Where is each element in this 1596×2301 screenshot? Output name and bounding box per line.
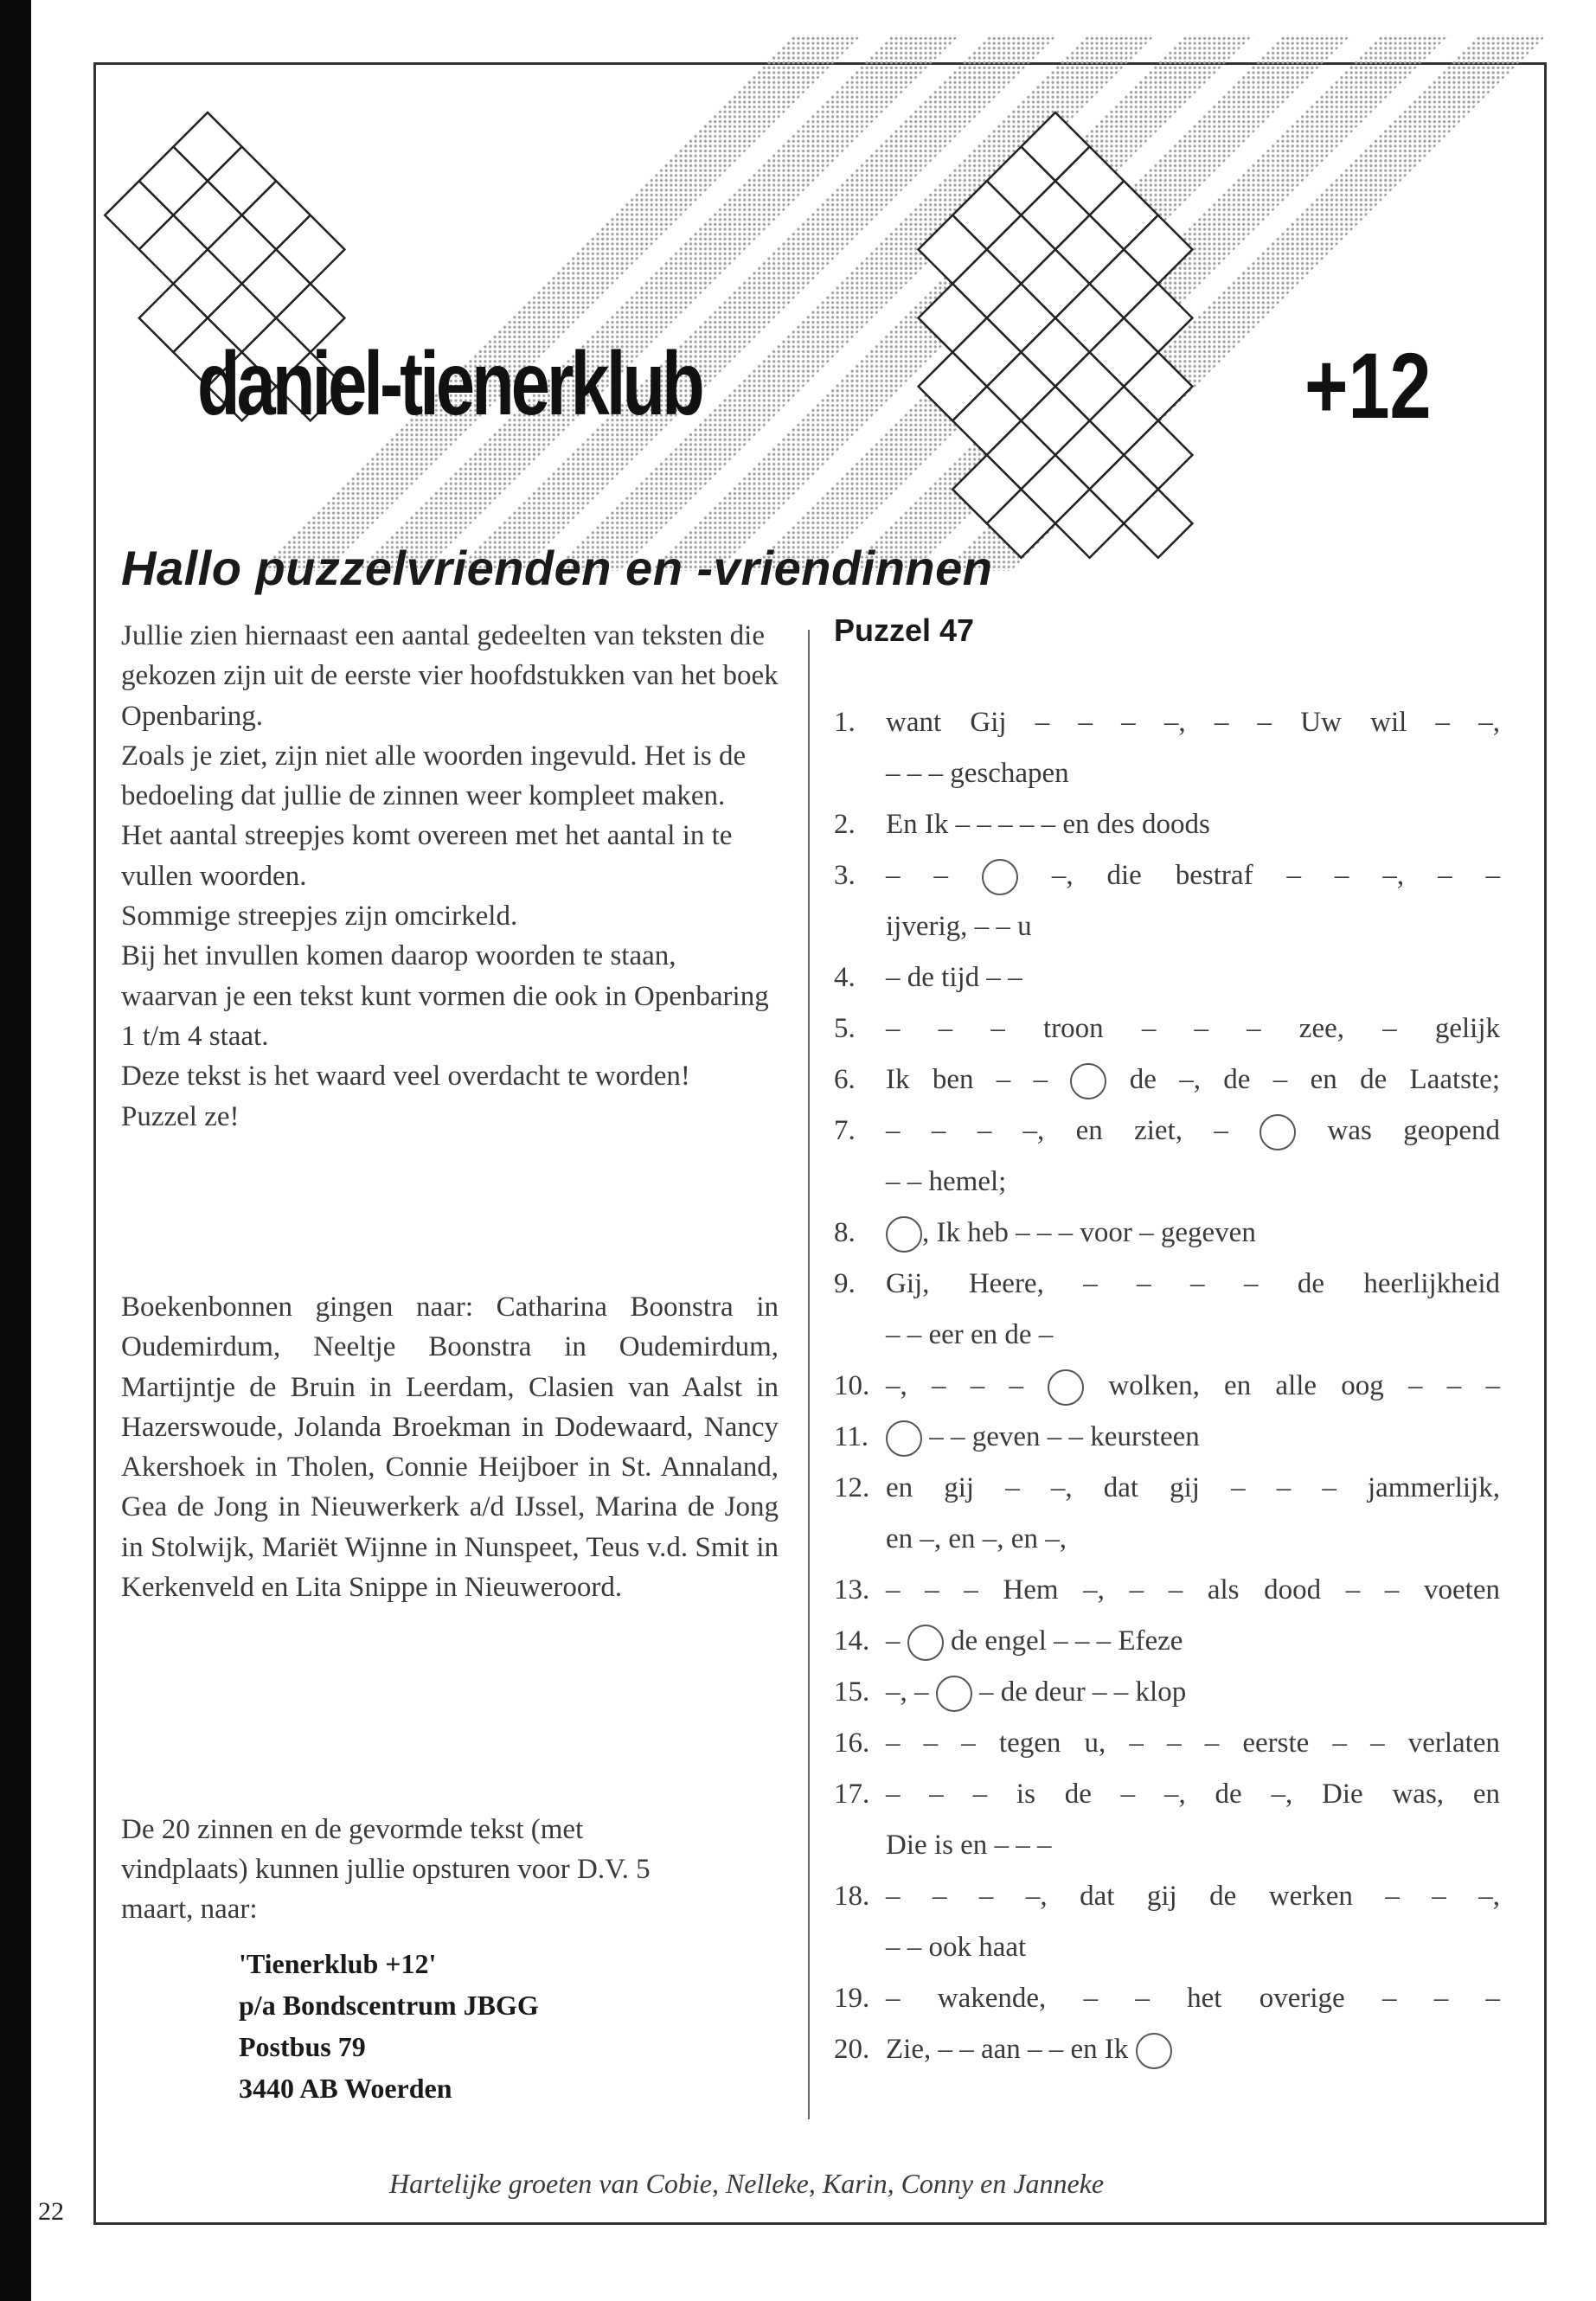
- clue-number: 11.: [834, 1421, 869, 1452]
- clue-number: 3.: [834, 860, 856, 891]
- clue-number: 4.: [834, 962, 856, 993]
- clue-number: 12.: [834, 1472, 870, 1503]
- circled-blank-icon: [1136, 2033, 1172, 2069]
- intro-paragraph: Bij het invullen komen daarop woorden te staan, waarvan je een tekst kunt vormen die ook in Openbaring 1 t/m 4 staat.: [121, 940, 769, 1052]
- puzzle-clue-10: [834, 1361, 1500, 1412]
- intro-paragraph: Sommige streepjes zijn omcirkeld.: [121, 901, 518, 933]
- puzzle-clue-20: [834, 2024, 1500, 2075]
- circled-blank-icon: [907, 1625, 944, 1661]
- column-divider: [808, 630, 810, 2119]
- clue-number: 14.: [834, 1625, 870, 1657]
- puzzle-clue-19: [834, 1973, 1500, 2024]
- send-in-instructions: De 20 zinnen en de gevormde tekst (met vindplaats) kunnen jullie opsturen voor D.V. 5 maart, naar:: [121, 1814, 651, 1925]
- clue-line: – de tijd – –: [886, 962, 1022, 993]
- clue-line: – – – is de – –, de –, Die was, en: [886, 1779, 1500, 1810]
- puzzle-clue-1: [834, 697, 1500, 799]
- intro-paragraph: Het aantal streepjes komt overeen met het aantal in te vullen woorden.: [121, 820, 733, 892]
- clue-number: 20.: [834, 2034, 870, 2065]
- puzzle-clue-5: [834, 1003, 1500, 1054]
- clue-line: – – –, die bestraf – – –, – –: [886, 850, 1500, 901]
- clue-line: – – ook haat: [886, 1932, 1027, 1963]
- clue-line: Gij, Heere, – – – – de heerlijkheid: [886, 1268, 1500, 1299]
- clue-number: 7.: [834, 1115, 856, 1146]
- address-line: 3440 AB Woerden: [239, 2073, 452, 2104]
- intro-paragraph: Jullie zien hiernaast een aantal gedeelten van teksten die gekozen zijn uit de eerste vier hoofdstukken van het boek Openbaring.: [121, 620, 779, 732]
- clue-number: 10.: [834, 1370, 870, 1401]
- circled-blank-icon: [1259, 1114, 1296, 1150]
- brand-title: daniel-tienerklub: [197, 334, 702, 434]
- puzzle-clue-7: [834, 1106, 1500, 1208]
- puzzle-clue-17: [834, 1769, 1500, 1871]
- puzzle-clue-9: [834, 1259, 1500, 1361]
- clue-line: – – – –, dat gij de werken – – –,: [886, 1881, 1500, 1912]
- clue-number: 2.: [834, 809, 856, 840]
- puzzle-clue-13: [834, 1565, 1500, 1616]
- crossword-decoration: [35, 35, 1574, 571]
- clue-number: 6.: [834, 1064, 856, 1095]
- puzzle-title: Puzzel 47: [834, 612, 975, 648]
- circled-blank-icon: [1048, 1369, 1084, 1406]
- puzzle-clue-2: [834, 799, 1500, 850]
- clue-line: – wakende, – – het overige – – –: [886, 1983, 1500, 2014]
- clue-line: ijverig, – – u: [886, 911, 1032, 942]
- puzzle-clue-12: [834, 1463, 1500, 1565]
- clue-number: 19.: [834, 1983, 870, 2014]
- puzzle-clues: [834, 697, 1500, 2075]
- puzzle-clue-15: [834, 1667, 1500, 1718]
- address-line: p/a Bondscentrum JBGG: [239, 1990, 539, 2021]
- circled-blank-icon: [982, 859, 1018, 895]
- winners-text: Boekenbonnen gingen naar: Catharina Boonstra in Oudemirdum, Neeltje Boonstra in Oudemirdum, Martijntje de Bruin in Leerdam, Clasien van Aalst in Hazerswoude, Jolanda Broekman in Dodewaard, Nancy Akershoek in Tholen, Connie Heijboer in St. Annaland, Gea de Jong in Nieuwerkerk a/d IJssel, Marina de Jong in Stolwijk, Mariët Wijnne in Nunspeet, Teus v.d. Smit in Kerkenveld en Lita Snippe in Nieuweroord.: [121, 1292, 779, 1604]
- clue-line: , Ik heb – – – voor – gegeven: [886, 1208, 1500, 1259]
- clue-number: 18.: [834, 1881, 870, 1912]
- clue-number: 1.: [834, 707, 856, 738]
- clue-number: 8.: [834, 1217, 856, 1248]
- puzzle-clue-11: [834, 1412, 1500, 1463]
- header-graphic: [35, 35, 1574, 571]
- clue-line: en –, en –, en –,: [886, 1523, 1067, 1554]
- binding-edge: [0, 0, 31, 2301]
- clue-line: Zie, – – aan – – en Ik: [886, 2024, 1500, 2075]
- intro-paragraph: Zoals je ziet, zijn niet alle woorden ingevuld. Het is de bedoeling dat jullie de zinnen weer kompleet maken.: [121, 740, 747, 812]
- puzzle-clue-6: [834, 1054, 1500, 1106]
- clue-line: Ik ben – – de –, de – en de Laatste;: [886, 1054, 1500, 1106]
- intro-paragraph: Puzzel ze!: [121, 1100, 240, 1132]
- intro-text: [121, 616, 779, 1137]
- circled-blank-icon: [886, 1420, 922, 1457]
- puzzle-clue-8: [834, 1208, 1500, 1259]
- clue-line: – – hemel;: [886, 1166, 1007, 1197]
- clue-line: – – – Hem –, – – als dood – – voeten: [886, 1574, 1500, 1606]
- clue-line: en gij – –, dat gij – – – jammerlijk,: [886, 1472, 1500, 1503]
- puzzle-clue-4: [834, 952, 1500, 1003]
- clue-line: – – – geschapen: [886, 758, 1069, 789]
- circled-blank-icon: [886, 1216, 922, 1253]
- clue-line: want Gij – – – –, – – Uw wil – –,: [886, 707, 1500, 738]
- address-line: 'Tienerklub +12': [239, 1948, 437, 1979]
- circled-blank-icon: [1070, 1063, 1106, 1099]
- page-number: 22: [38, 2197, 64, 2226]
- age-label: +12: [1304, 333, 1432, 438]
- clue-line: –, – – de deur – – klop: [886, 1667, 1500, 1718]
- clue-number: 13.: [834, 1574, 870, 1606]
- circled-blank-icon: [936, 1676, 972, 1712]
- address-line: Postbus 79: [239, 2031, 366, 2062]
- clue-line: – – – –, en ziet, – was geopend: [886, 1106, 1500, 1157]
- clue-number: 17.: [834, 1779, 870, 1810]
- clue-line: Die is en – – –: [886, 1830, 1052, 1861]
- mailing-address: [239, 1943, 539, 2109]
- puzzle-clue-3: [834, 850, 1500, 952]
- clue-line: –, – – – wolken, en alle oog – – –: [886, 1361, 1500, 1412]
- clue-line: En Ik – – – – – en des doods: [886, 809, 1210, 840]
- puzzle-clue-16: [834, 1718, 1500, 1769]
- intro-paragraph: Deze tekst is het waard veel overdacht te worden!: [121, 1061, 690, 1093]
- clue-line: – – – tegen u, – – – eerste – – verlaten: [886, 1727, 1500, 1759]
- page-headline: Hallo puzzelvrienden en -vriendinnen: [121, 541, 993, 595]
- clue-number: 15.: [834, 1676, 870, 1708]
- clue-number: 16.: [834, 1727, 870, 1759]
- puzzle-clue-14: [834, 1616, 1500, 1667]
- puzzle-clue-18: [834, 1871, 1500, 1973]
- clue-line: – – – troon – – – zee, – gelijk: [886, 1013, 1500, 1044]
- signoff: Hartelijke groeten van Cobie, Nelleke, Karin, Conny en Janneke: [389, 2168, 1105, 2199]
- clue-line: – de engel – – – Efeze: [886, 1616, 1500, 1667]
- clue-line: – – geven – – keursteen: [886, 1412, 1500, 1463]
- clue-number: 5.: [834, 1013, 856, 1044]
- clue-line: – – eer en de –: [886, 1319, 1054, 1350]
- clue-number: 9.: [834, 1268, 856, 1299]
